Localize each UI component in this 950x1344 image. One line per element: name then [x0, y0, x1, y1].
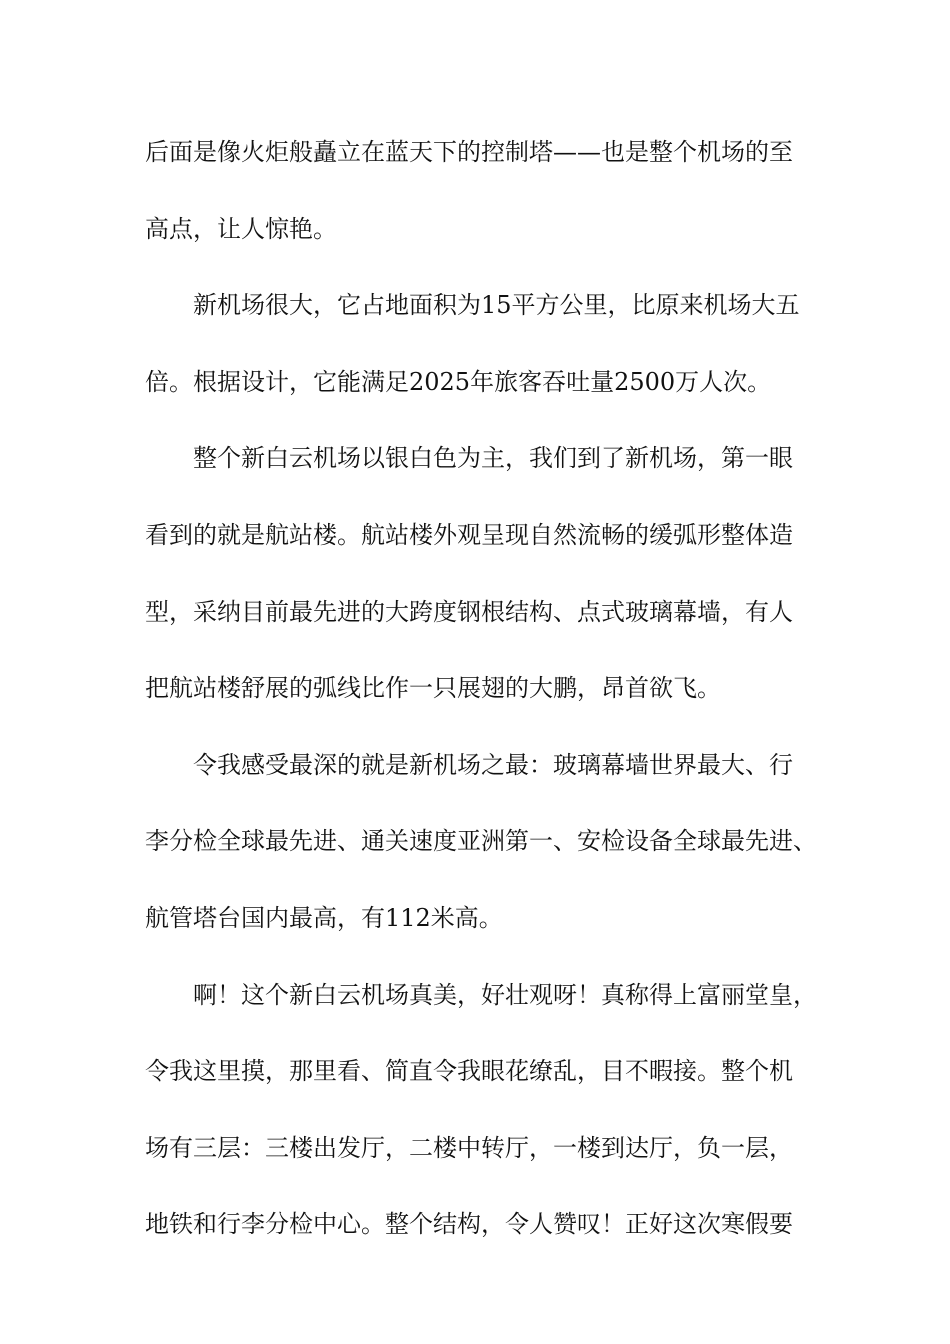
text-line: 地铁和行李分检中心。整个结构，令人赞叹！正好这次寒假要 [145, 1210, 793, 1239]
text-line: 倍。根据设计，它能满足2025年旅客吞吐量2500万人次。 [145, 367, 772, 396]
text-line: 新机场很大，它占地面积为15平方公里，比原来机场大五 [193, 291, 800, 320]
text-line: 令我感受最深的就是新机场之最：玻璃幕墙世界最大、行 [193, 750, 793, 779]
text-line: 把航站楼舒展的弧线比作一只展翅的大鹏，昂首欲飞。 [145, 674, 721, 703]
text-line: 场有三层：三楼出发厅，二楼中转厅，一楼到达厅，负一层， [145, 1133, 793, 1162]
text-line: 高点，让人惊艳。 [145, 214, 337, 243]
text-line: 啊！这个新白云机场真美，好壮观呀！真称得上富丽堂皇， [193, 980, 817, 1009]
text-line: 后面是像火炬般矗立在蓝天下的控制塔——也是整个机场的至 [145, 138, 793, 166]
text-line: 整个新白云机场以银白色为主，我们到了新机场，第一眼 [193, 444, 793, 473]
text-line: 李分检全球最先进、通关速度亚洲第一、安检设备全球最先进、 [145, 827, 817, 856]
document-body [145, 128, 825, 1277]
text-line: 看到的就是航站楼。航站楼外观呈现自然流畅的缓弧形整体造 [145, 520, 793, 549]
text-line: 航管塔台国内最高，有112米高。 [145, 903, 503, 932]
text-line: 型，采纳目前最先进的大跨度钢根结构、点式玻璃幕墙，有人 [145, 597, 793, 626]
text-line: 令我这里摸，那里看、简直令我眼花缭乱，目不暇接。整个机 [145, 1057, 793, 1086]
